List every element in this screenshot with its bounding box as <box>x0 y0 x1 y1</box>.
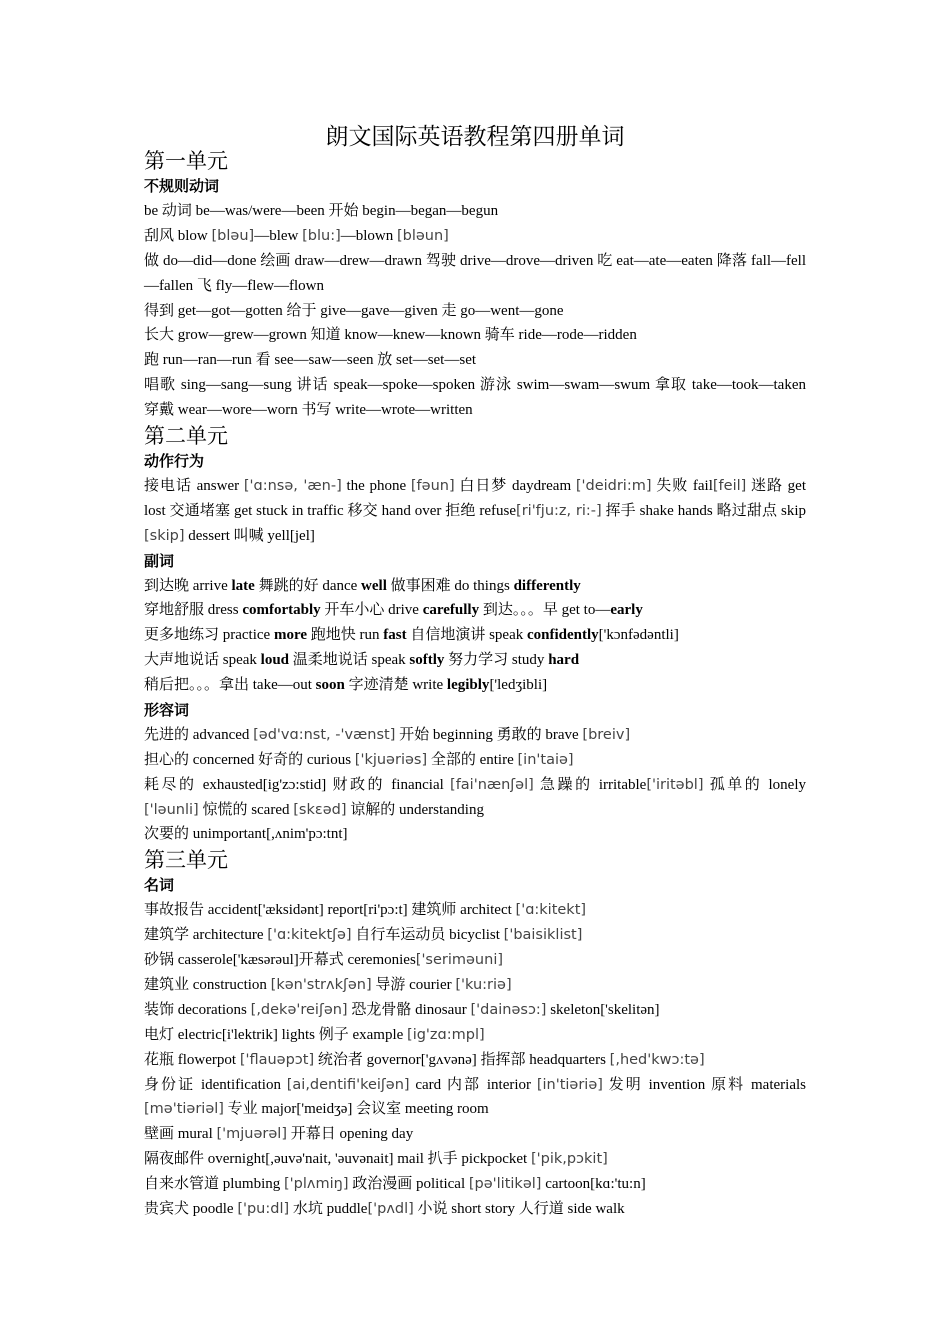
phonetic: [in'taiə] <box>517 751 574 768</box>
phonetic: [ig'zɑ:mpl] <box>407 1026 485 1043</box>
noun-line: 建筑业 construction [kən'strʌkʃən] 导游 courier ['ku:riə] <box>144 976 512 993</box>
phonetic: [fəun] <box>410 477 455 494</box>
verb-line: be 动词 be—was/were—been 开始 begin—began—begun <box>144 202 499 219</box>
actions-heading: 动作行为 <box>144 451 205 470</box>
phonetic: ['ɑ:kitekt] <box>515 902 587 919</box>
irregular-verbs-heading: 不规则动词 <box>144 177 220 195</box>
unit-3-heading: 第三单元 <box>144 848 228 873</box>
phonetic: ['ɑ:kitektʃə] <box>267 927 352 944</box>
phonetic: [kən'strʌkʃən] <box>270 976 372 993</box>
noun-line: 自来水管道 plumbing ['plʌmiŋ] 政治漫画 political [pə'litikəl] cartoon[kɑ:'tu:n] <box>144 1176 646 1193</box>
phonetic: [breiv] <box>582 726 631 743</box>
adjective-line: 次要的 unimportant[,ʌnim'pɔ:tnt] <box>144 826 348 843</box>
adverb-line: 更多地练习 practice more 跑地快 run fast 自信地演讲 speak confidently['kɔnfədəntli] <box>144 627 679 644</box>
verb-line: 得到 get—got—gotten 给于 give—gave—given 走 go—went—gone <box>144 302 564 319</box>
adjective-paragraph: 耗尽的 exhausted[ig'zɔ:stid] 财政的 financial [fai'nænʃəl] 急躁的 irritable['iritəbl] 孤单的 lonely ['ləunli] 惊慌的 scared [skεəd] 谅解的 understanding <box>144 776 807 818</box>
phonetic: [in'tiəriə] <box>536 1076 603 1093</box>
phonetic: ['pik,pɔkit] <box>530 1151 608 1168</box>
verb-paragraph: 唱歌 sing—sang—sung 讲话 speak—spoke—spoken 游泳 swim—swam—swum 拿取 take—took—taken 穿戴 wear—wore—worn 书写 write—wrote—written <box>144 377 806 419</box>
noun-line: 壁画 mural ['mjuərəl] 开幕日 opening day <box>144 1126 414 1143</box>
actions-paragraph: 接电话 answer ['ɑ:nsə, 'æn-] the phone [fəun] 白日梦 daydream ['deidri:m] 失败 fail[feil] 迷路 get lost 交通堵塞 get stuck in traffic 移交 hand over 拒绝 refuse[ri'fju:z, ri:-] 挥手 shake hands 略过甜点 skip [skip] dessert 叫喊 yell[jel] <box>144 477 807 544</box>
phonetic: [feil] <box>712 477 747 494</box>
noun-line: 电灯 electric[i'lektrik] lights 例子 example [ig'zɑ:mpl] <box>144 1026 485 1043</box>
phonetic: ['iritəbl] <box>646 776 704 793</box>
noun-line: 事故报告 accident['æksidənt] report[ri'pɔ:t] 建筑师 architect ['ɑ:kitekt] <box>144 902 587 919</box>
phonetic: ['ləunli] <box>144 801 199 818</box>
noun-line: 隔夜邮件 overnight[,əuvə'nait, 'əuvənait] mail 扒手 pickpocket ['pik,pɔkit] <box>144 1151 608 1168</box>
verb-line: 跑 run—ran—run 看 see—saw—seen 放 set—set—set <box>144 352 477 369</box>
unit-1-heading: 第一单元 <box>144 149 228 173</box>
phonetic: [skip] <box>144 527 185 544</box>
adjective-line: 担心的 concerned 好奇的 curious ['kjuəriəs] 全部的 entire [in'taiə] <box>144 751 574 768</box>
phonetic: ['plʌmiŋ] <box>284 1176 349 1193</box>
phonetic: ['baisiklist] <box>503 927 583 944</box>
nouns-heading: 名词 <box>144 876 175 895</box>
verb-line: 刮风 blow [bləu]—blew [blu:]—blown [bləun] <box>144 227 449 244</box>
noun-paragraph: 花瓶 flowerpot ['flauəpɔt] 统治者 governor['gʌvənə] 指挥部 headquarters [,hed'kwɔ:tə] <box>144 1051 705 1068</box>
unit-2-heading: 第二单元 <box>144 423 228 448</box>
phonetic: [blu:] <box>302 227 341 244</box>
adverb-line: 到达晚 arrive late 舞跳的好 dance well 做事困难 do things differently <box>144 577 581 594</box>
phonetic: [əd'vɑ:nst, -'vænst] <box>253 726 396 743</box>
phonetic: ['flauəpɔt] <box>239 1051 315 1068</box>
page-title: 朗文国际英语教程第四册单词 <box>325 124 625 150</box>
verb-line: 长大 grow—grew—grown 知道 know—knew—known 骑车 ride—rode—ridden <box>144 327 637 344</box>
adjectives-heading: 形容词 <box>144 700 190 719</box>
phonetic: [skεəd] <box>293 801 347 818</box>
phonetic: ['seriməuni] <box>415 952 504 969</box>
phonetic: [mə'tiəriəl] <box>144 1101 224 1118</box>
phonetic: ['kjuəriəs] <box>354 751 428 768</box>
phonetic: ['pʌdl] <box>367 1201 414 1217</box>
adjective-line: 先进的 advanced [əd'vɑ:nst, -'vænst] 开始 beginning 勇敢的 brave [breiv] <box>144 726 631 743</box>
phonetic: ['ku:riə] <box>455 976 512 993</box>
document-body <box>144 148 806 1222</box>
adverb-line: 大声地说话 speak loud 温柔地说话 speak softly 努力学习 study hard <box>144 652 580 669</box>
noun-line: 建筑学 architecture ['ɑ:kitektʃə] 自行车运动员 bicyclist ['baisiklist] <box>144 927 583 944</box>
phonetic: [bləu] <box>211 227 255 244</box>
verb-paragraph: 做 do—did—done 绘画 draw—drew—drawn 驾驶 drive—drove—driven 吃 eat—ate—eaten 降落 fall—fell—fallen 飞 fly—flew—flown <box>144 252 806 294</box>
phonetic: ['ɑ:nsə, 'æn-] <box>243 477 342 494</box>
phonetic: [ai,dentifi'keiʃən] <box>286 1076 410 1093</box>
adverb-line: 穿地舒服 dress comfortably 开车小心 drive carefully 到达。。。早 get to—early <box>144 602 643 619</box>
phonetic: ['dainəsɔ:] <box>470 1001 547 1018</box>
phonetic: ['pu:dl] <box>237 1201 290 1217</box>
phonetic: ['deidri:m] <box>575 477 652 494</box>
phonetic: [fai'nænʃəl] <box>450 776 534 793</box>
noun-line: 装饰 decorations [,dekə'reiʃən] 恐龙骨骼 dinosaur ['dainəsɔ:] skeleton['skelitən] <box>144 1001 660 1018</box>
noun-line: 贵宾犬 poodle ['pu:dl] 水坑 puddle['pʌdl] 小说 short story 人行道 side walk <box>144 1201 625 1217</box>
adverbs-heading: 副词 <box>144 551 175 570</box>
phonetic: [,dekə'reiʃən] <box>250 1001 348 1018</box>
phonetic: [pə'litikəl] <box>468 1176 542 1193</box>
phonetic: [,hed'kwɔ:tə] <box>609 1051 705 1068</box>
phonetic: [ri'fju:z, ri:-] <box>516 502 602 519</box>
noun-paragraph: 身份证 identification [ai,dentifi'keiʃən] card 内部 interior [in'tiəriə] 发明 invention 原料 materials [mə'tiəriəl] 专业 major['meidʒə] 会议室 meeting room <box>144 1076 806 1118</box>
noun-line: 砂锅 casserole['kæsərəul]开幕式 ceremonies['seriməuni] <box>144 952 504 969</box>
adverb-line: 稍后把。。。拿出 take—out soon 字迹清楚 write legibly['ledʒibli] <box>144 677 548 694</box>
phonetic: ['mjuərəl] <box>216 1126 287 1143</box>
phonetic: [bləun] <box>396 227 449 244</box>
